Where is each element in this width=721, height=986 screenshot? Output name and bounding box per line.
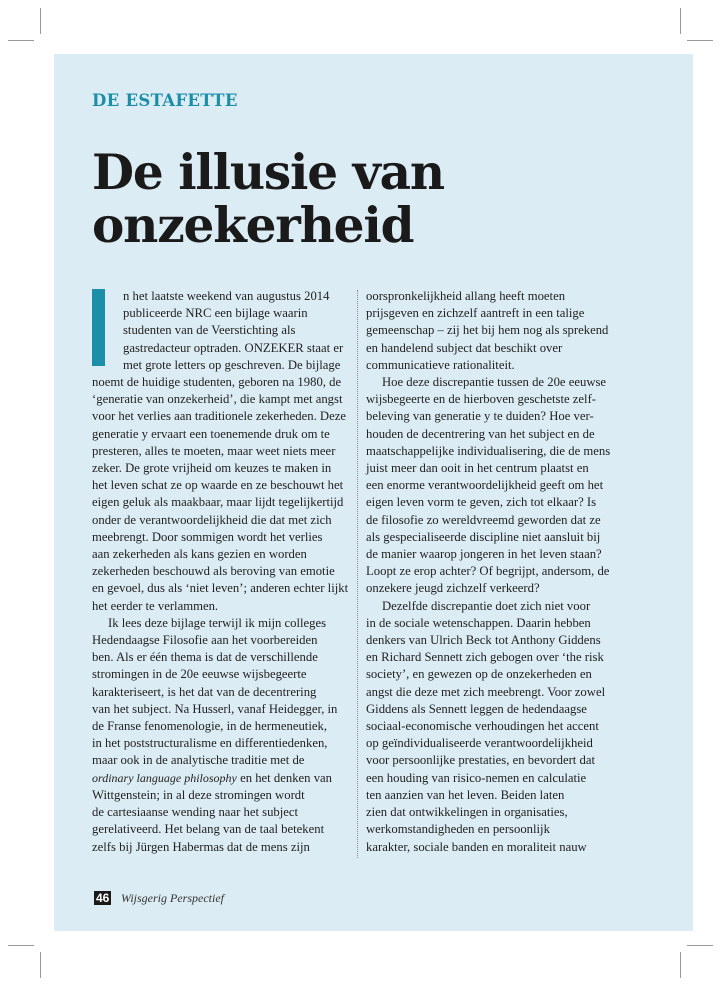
text-line: het leven schat ze op waarde en ze beschouwt het [92,478,344,493]
text-line: gastredacteur optraden. ONZEKER staat er [123,340,344,355]
text-line: Hoe deze discrepantie tussen de 20e eeuwse [382,375,607,390]
text-line: karakter, sociale banden en moraliteit nauw [366,839,587,854]
text-line: n het laatste weekend van augustus 2014 [123,289,330,303]
text-line: zien dat ontwikkelingen in organisaties, [366,805,568,820]
text-line: karakteriseert, is het dat van de decentrering [92,684,317,699]
text-line: en handelend subject dat beschikt over [366,340,563,355]
paragraph [366,288,616,374]
text-line: zelfs bij Jürgen Habermas dat de mens zijn [92,839,310,854]
text-line: beleving van generatie y te duiden? Hoe ver- [366,409,594,424]
text-line: onzekere jeugd zichzelf verkeerd? [366,581,540,596]
crop-mark-bottom-left-h [8,945,34,946]
text-line: een enorme verantwoordelijkheid geeft om het [366,478,604,493]
text-line: zekerheden beschouwd als beroving van emotie [92,564,335,579]
left-column [92,288,348,856]
text-line: de Franse fenomenologie, in de hermeneutiek, [92,719,327,734]
article-title [92,146,652,252]
text-line: noemt de huidige studenten, geboren na 1980, de [92,375,342,390]
text-line: eigen leven vorm te geven, zich tot elkaar? Is [366,495,597,510]
text-line: met grote letters op geschreven. De bijlage [123,357,341,372]
text-line: houden de decentrering van het subject en de [366,426,595,441]
text-line: communicatieve rationaliteit. [366,357,515,372]
title-line: De illusie van [92,144,444,201]
text-line: ten aanzien van het leven. Beiden laten [366,787,565,802]
text-line-with-italic [92,770,348,787]
text-line: stromingen in de 20e eeuwse wijsbegeerte [92,667,307,682]
text-line: wijsbegeerte en de hierboven geschetste zelf- [366,392,597,407]
text-line: het eerder te verlammen. [92,598,219,613]
crop-mark-top-left-h [8,40,34,41]
page-number: 46 [96,891,110,905]
text-fragment: en het denken van [240,770,333,785]
text-line: en gevoel, dus als ‘niet leven’; anderen echter lijkt [92,581,349,596]
crop-mark-top-right-h [687,40,713,41]
text-line: in de sociale wetenschappen. Daarin hebben [366,615,591,630]
italic-phrase: ordinary language philosophy [92,770,237,785]
crop-mark-top-left-v [40,8,41,34]
text-line: meebrengt. Door sommigen wordt het verlies [92,529,323,544]
text-line: angst die deze met zich meebrengt. Voor zowel [366,684,606,699]
crop-mark-bottom-right-v [680,952,681,978]
text-line: voor het verlies aan traditionele zekerheden. Deze [92,409,346,424]
text-line: Giddens als Sennett leggen de hedendaagse [366,701,587,716]
text-line: gemeenschap – zij het bij hem nog als sprekend [366,323,609,338]
paragraph [366,374,616,598]
text-line: Dezelfde discrepantie doet zich niet voor [382,598,591,613]
text-line: voor persoonlijke prestaties, en bevordert dat [366,753,596,768]
text-line: zeker. De grote vrijheid om keuzes te maken in [92,461,332,476]
text-line: in het poststructuralisme en differentiedenken, [92,736,328,751]
text-line: ‘generatie van onzekerheid’, die kampt met angst [92,392,343,407]
paragraph [92,615,348,856]
text-line: Hedendaagse Filosofie aan het voorbereiden [92,633,318,648]
drop-cap [92,289,105,366]
text-line: publiceerde NRC een bijlage waarin [123,306,308,321]
text-line: Wittgenstein; in al deze stromingen wordt [92,787,305,802]
text-line: Loopt ze erop achter? Of begrijpt, andersom, de [366,564,610,579]
text-line: sociaal-economische verhoudingen het accent [366,719,599,734]
crop-mark-bottom-left-v [40,952,41,978]
paragraph [366,598,616,856]
right-column [366,288,616,856]
text-line: de filosofie zo wereldvreemd geworden dat ze [366,512,601,527]
text-line: ben. Als er één thema is dat de verschillende [92,650,318,665]
crop-mark-top-right-v [680,8,681,34]
crop-mark-bottom-right-h [687,945,713,946]
text-line: een houding van risico-nemen en calculatie [366,770,587,785]
text-line: maar ook in de analytische traditie met de [92,753,305,768]
text-line: de manier waarop jongeren in het leven staan? [366,547,602,562]
text-line: studenten van de Veerstichting als [123,323,296,338]
text-line: onder de verantwoordelijkheid die dat met zich [92,512,332,527]
text-line: generatie y ervaart een toenemende druk om te [92,426,330,441]
text-line: prijsgeven en zichzelf aantreft in een talige [366,306,585,321]
text-line: juist meer dan ooit in het centrum plaatst en [366,461,589,476]
text-line: Ik lees deze bijlage terwijl ik mijn colleges [108,615,327,630]
text-line: de cartesiaanse wending naar het subject [92,805,299,820]
journal-name: Wijsgerig Perspectief [121,891,224,905]
text-line: van het subject. Na Husserl, vanaf Heidegger, in [92,701,338,716]
text-line: gerelativeerd. Het belang van de taal betekent [92,822,325,837]
text-line: society’, en gewezen op de onzekerheden en [366,667,592,682]
text-line: presteren, alles te moeten, maar weet niets meer [92,443,336,458]
text-line: aan zekerheden als kans gezien en worden [92,547,307,562]
text-line: op geïndividualiseerde verantwoordelijkheid [366,736,593,751]
section-label: DE ESTAFETTE [92,91,238,110]
text-line: en Richard Sennett zich gebogen over ‘the risk [366,650,604,665]
text-line: maatschappelijke individualisering, die de mens [366,443,611,458]
text-line: als gespecialiseerde discipline niet aansluit bij [366,529,601,544]
column-separator [357,290,358,858]
text-line: werkomstandigheden en persoonlijk [366,822,550,837]
paragraph [92,288,348,615]
text-line: oorspronkelijkheid allang heeft moeten [366,289,566,303]
title-line: onzekerheid [92,197,414,254]
text-line: denkers van Ulrich Beck tot Anthony Giddens [366,633,601,648]
text-line: eigen geluk als maakbaar, maar lijdt tegelijkertijd [92,495,344,510]
